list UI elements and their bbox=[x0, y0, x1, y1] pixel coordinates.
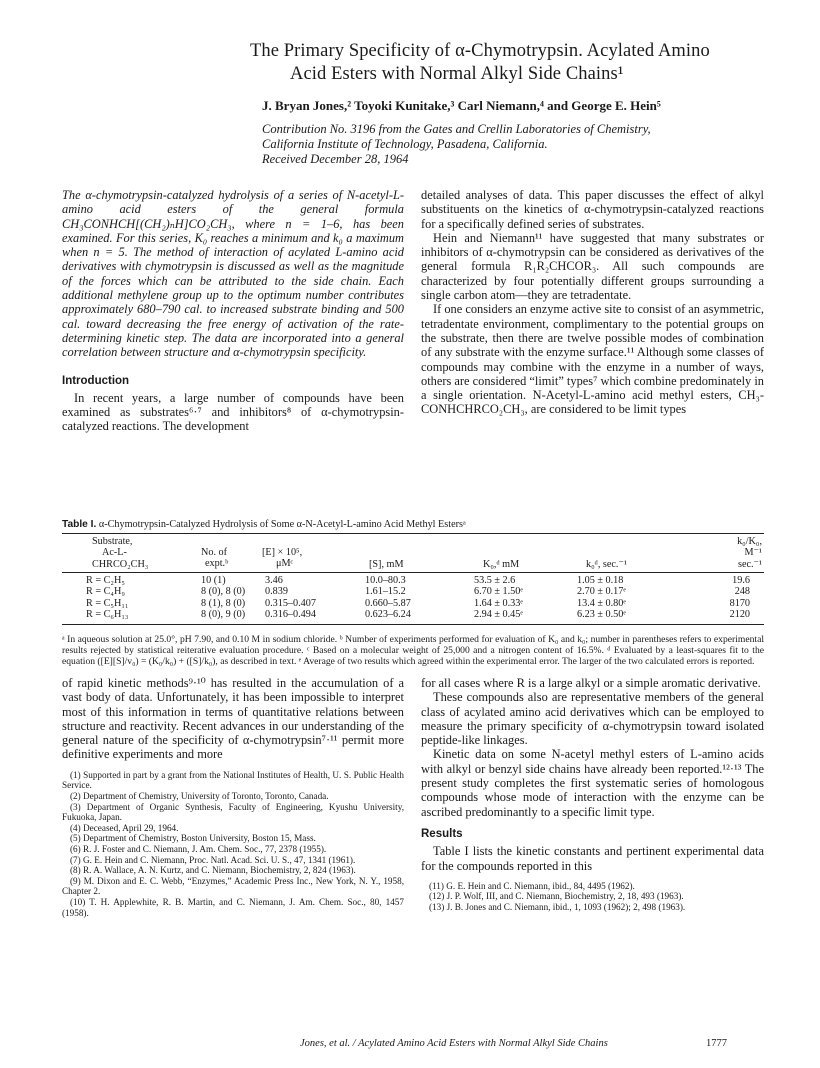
cell-ratio: 19.6 bbox=[732, 575, 750, 586]
cell-e: 0.839 bbox=[265, 586, 288, 598]
header-line: [E] × 10⁵, bbox=[262, 547, 303, 558]
author-list: J. Bryan Jones,² Toyoki Kunitake,³ Carl Niemann,⁴ and George E. Hein⁵ bbox=[262, 98, 661, 113]
reference-item: (5) Department of Chemistry, Boston University, Boston 15, Mass. bbox=[70, 833, 316, 844]
cell-expts: 8 (1), 8 (0) bbox=[201, 597, 246, 609]
table-caption bbox=[62, 519, 466, 530]
reference-item: (8) R. A. Wallace, A. N. Kurtz, and C. Niemann, Biochemistry, 2, 824 (1963). bbox=[70, 865, 356, 876]
table-row bbox=[62, 575, 764, 586]
header-line: sec.⁻¹ bbox=[738, 558, 762, 570]
table-header-ratio bbox=[716, 536, 762, 570]
body-paragraph: If one considers an enzyme active site to consist of an asymmetric, tetradentate environment, complimentary to the potential groups on the substrate, then there are twelve possible modes of combination of any substrate with the enzyme surface.¹¹ Although some classes of compounds may combine with the enzyme in a number of ways, others are considered “limit” types⁷ which combine predominately in a single orientation. N-Acetyl-L-amino acid methyl esters, CH₃-CONHCHRCO₂CH₃, are considered to be limit types bbox=[421, 302, 764, 417]
table-header-substrate-conc: [S], mM bbox=[369, 559, 404, 570]
reference-item: (1) Supported in part by a grant from the National Institutes of Health, U. S. Public Health Service. bbox=[62, 769, 404, 791]
received-date: Received December 28, 1964 bbox=[262, 152, 409, 166]
header-line: Ac-L- bbox=[102, 547, 127, 559]
cell-r: R = C₆H₁₃ bbox=[86, 609, 129, 621]
reference-item: (13) J. B. Jones and C. Niemann, ibid., 1, 1093 (1962); 2, 498 (1963). bbox=[429, 902, 686, 913]
cell-r: R = C₅H₁₁ bbox=[86, 597, 129, 609]
reference-item: (3) Department of Organic Synthesis, Faculty of Engineering, Kyushu University, Fukuoka, Japan. bbox=[62, 801, 404, 823]
table-row bbox=[62, 598, 764, 609]
body-paragraph: of rapid kinetic methods⁹·¹⁰ has resulted in the accumulation of a vast body of data. Unfortunately, it has been impossible to interpret most of this information in terms of quantitative relations between structure and reactivity. Recent advances in our understanding of the general nature of the specificity of α-chymotrypsin⁷·¹¹ permit more definitive experiments and more bbox=[62, 676, 404, 762]
contribution-line-1: Contribution No. 3196 from the Gates and Crellin Laboratories of Chemistry, bbox=[262, 122, 651, 136]
table-footnotes: ᵃ In aqueous solution at 25.0°, pH 7.90, and 0.10 M in sodium chloride. ᵇ Number of experiments performed for evaluation of K₀ and k₀; number in parentheses refers to experimental results rejected by statistical reiterative evaluation procedure. ᶜ Based on a molecular weight of 25,000 and a nitrogen content of 16.5%. ᵈ Evaluated by a least-squares fit to the equation ([E][S]/v₀) = (K₀/k₀) + ([S]/k₀), as described in text. ᵉ Average of two results which agreed within the experimental error. The larger of the two calculated errors is reported. bbox=[62, 634, 764, 668]
footnote-references bbox=[62, 770, 404, 918]
cell-ratio: 8170 bbox=[729, 597, 750, 609]
header-line: expt.ᵇ bbox=[205, 558, 229, 570]
reference-item: (11) G. E. Hein and C. Niemann, ibid., 84, 4495 (1962). bbox=[429, 880, 635, 891]
header-line: M⁻¹ bbox=[744, 547, 762, 559]
cell-K0: 6.70 ± 1.50ᵉ bbox=[474, 586, 523, 598]
contribution-note bbox=[262, 122, 782, 167]
reference-item: (7) G. E. Hein and C. Niemann, Proc. Natl. Acad. Sci. U. S., 47, 1341 (1961). bbox=[70, 854, 356, 865]
page-number: 1777 bbox=[706, 1038, 727, 1049]
body-paragraph: Hein and Niemann¹¹ have suggested that many substrates or inhibitors of α-chymotrypsin can be considered as derivatives of the general formula R₁R₂CHCOR₃. All such compounds are characterized by four potentially different groups surrounding a single carbon atom—they are tetradentate. bbox=[421, 230, 764, 303]
cell-s: 0.623–6.24 bbox=[365, 609, 411, 621]
cell-expts: 8 (0), 9 (0) bbox=[201, 609, 246, 621]
body-paragraph: Table I lists the kinetic constants and pertinent experimental data for the compounds reported in this bbox=[421, 844, 764, 873]
cell-ratio: 2120 bbox=[729, 609, 750, 621]
article-title-line-1: The Primary Specificity of α-Chymotrypsin. Acylated Amino bbox=[250, 41, 710, 61]
contribution-line-2: California Institute of Technology, Pasadena, California. bbox=[262, 137, 548, 151]
cell-expts: 10 (1) bbox=[201, 575, 226, 586]
left-column-top bbox=[62, 188, 404, 434]
running-footer: Jones, et al. / Acylated Amino Acid Esters with Normal Alkyl Side Chains bbox=[300, 1038, 608, 1049]
table-header-K0: K₀,ᵈ mM bbox=[483, 559, 520, 570]
right-column-top bbox=[421, 188, 764, 417]
introduction-heading: Introduction bbox=[62, 374, 130, 387]
cell-K0: 2.94 ± 0.45ᵉ bbox=[474, 609, 523, 621]
cell-s: 1.61–15.2 bbox=[365, 586, 406, 598]
table-body bbox=[62, 575, 764, 621]
body-paragraph: for all cases where R is a large alkyl or a simple aromatic derivative. bbox=[421, 676, 761, 690]
right-column-bottom bbox=[421, 676, 764, 913]
body-paragraph: detailed analyses of data. This paper discusses the effect of alkyl substituents on the kinetics of α-chymotrypsin-catalyzed reactions for a specifically defined series of substrates. bbox=[421, 188, 764, 231]
abstract: The α-chymotrypsin-catalyzed hydrolysis of a series of N-acetyl-L-amino acid esters of the general formula CH₃CONHCH[(CH₂)ₙH]CO₂CH₃, where n = 1–6, has been examined. For this series, K₀ reaches a minimum and k₀ a maximum when n = 5. The method of interaction of acylated L-amino acid derivatives with chymotrypsin is discussed as well as the magnitude of the forces which can be attributed to the side chain. Each additional methylene group up to the optimum number contributes approximately 680–790 cal. to increased substrate binding and 500 cal. toward decreasing the free energy of activation of the rate-determining kinetic step. The data are incorporated into a general correlation between structure and α-chymotrypsin specificity. bbox=[62, 188, 404, 360]
body-paragraph: These compounds also are representative members of the general class of acylated amino acid derivatives which can be employed to measure the primary specificity of α-chymotrypsin toward isolated peptide-like linkages. bbox=[421, 690, 764, 748]
header-line: μMᶜ bbox=[276, 558, 294, 570]
table-header-k0: k₀ᵈ, sec.⁻¹ bbox=[586, 559, 627, 570]
left-column-bottom bbox=[62, 676, 404, 918]
table-row bbox=[62, 609, 764, 620]
cell-K0: 1.64 ± 0.33ᵉ bbox=[474, 597, 523, 609]
header-line: k₀/K₀, bbox=[737, 536, 762, 547]
header-line: No. of bbox=[201, 547, 228, 558]
cell-s: 10.0–80.3 bbox=[365, 575, 406, 586]
cell-expts: 8 (0), 8 (0) bbox=[201, 586, 246, 598]
cell-K0: 53.5 ± 2.6 bbox=[474, 575, 516, 586]
reference-item: (10) T. H. Applewhite, R. B. Martin, and C. Niemann, J. Am. Chem. Soc., 80, 1457 (1958). bbox=[62, 896, 404, 918]
cell-e: 0.315–0.407 bbox=[265, 597, 316, 609]
reference-item: (9) M. Dixon and E. C. Webb, “Enzymes,” Academic Press Inc., New York, N. Y., 1958, Chapter 2. bbox=[62, 875, 404, 897]
results-heading: Results bbox=[421, 827, 463, 840]
cell-k0: 2.70 ± 0.17ᵉ bbox=[577, 586, 626, 598]
table-header-expts bbox=[201, 547, 228, 570]
cell-r: R = C₄H₉ bbox=[86, 586, 125, 598]
cell-r: R = C₂H₅ bbox=[86, 575, 125, 586]
table-label: Table I. bbox=[62, 519, 97, 530]
table-header-substrate bbox=[92, 536, 148, 570]
cell-e: 0.316–0.494 bbox=[265, 609, 316, 621]
reference-item: (6) R. J. Foster and C. Niemann, J. Am. Chem. Soc., 77, 2378 (1955). bbox=[70, 843, 327, 854]
cell-k0: 6.23 ± 0.50ᵉ bbox=[577, 609, 626, 621]
article-title-line-2: Acid Esters with Normal Alkyl Side Chains¹ bbox=[290, 64, 624, 84]
footnote-references bbox=[421, 881, 764, 913]
article-title bbox=[250, 40, 750, 86]
cell-e: 3.46 bbox=[265, 575, 283, 586]
body-paragraph: Kinetic data on some N-acetyl methyl esters of L-amino acids with alkyl or benzyl side chains have already been reported.¹²·¹³ The present study completes the first systematic series of homologous compounds whose mode of interaction with the enzyme can be ascribed predominantly to a specific limit type. bbox=[421, 747, 764, 819]
reference-item: (4) Deceased, April 29, 1964. bbox=[70, 822, 179, 833]
table-title: α-Chymotrypsin-Catalyzed Hydrolysis of Some α-N-Acetyl-L-amino Acid Methyl Estersᵃ bbox=[98, 519, 466, 530]
reference-item: (2) Department of Chemistry, University of Toronto, Toronto, Canada. bbox=[70, 790, 329, 801]
introduction-paragraph: In recent years, a large number of compounds have been examined as substrates⁶·⁷ and inhibitors⁸ of α-chymotrypsin-catalyzed reactions. The development bbox=[62, 390, 404, 434]
reference-item: (12) J. P. Wolf, III, and C. Niemann, Biochemistry, 2, 18, 493 (1963). bbox=[429, 891, 684, 902]
table-row bbox=[62, 586, 764, 597]
cell-k0: 13.4 ± 0.80ᵉ bbox=[577, 597, 626, 609]
header-line: CHRCO₂CH₃ bbox=[92, 558, 149, 570]
header-line: Substrate, bbox=[92, 536, 133, 547]
cell-ratio: 248 bbox=[734, 586, 750, 598]
table-top-rule bbox=[62, 533, 764, 534]
table-bottom-rule bbox=[62, 624, 764, 625]
table-header-rule bbox=[62, 572, 764, 573]
cell-k0: 1.05 ± 0.18 bbox=[577, 575, 624, 586]
table-header-enzyme bbox=[262, 547, 302, 570]
cell-s: 0.660–5.87 bbox=[365, 597, 411, 609]
